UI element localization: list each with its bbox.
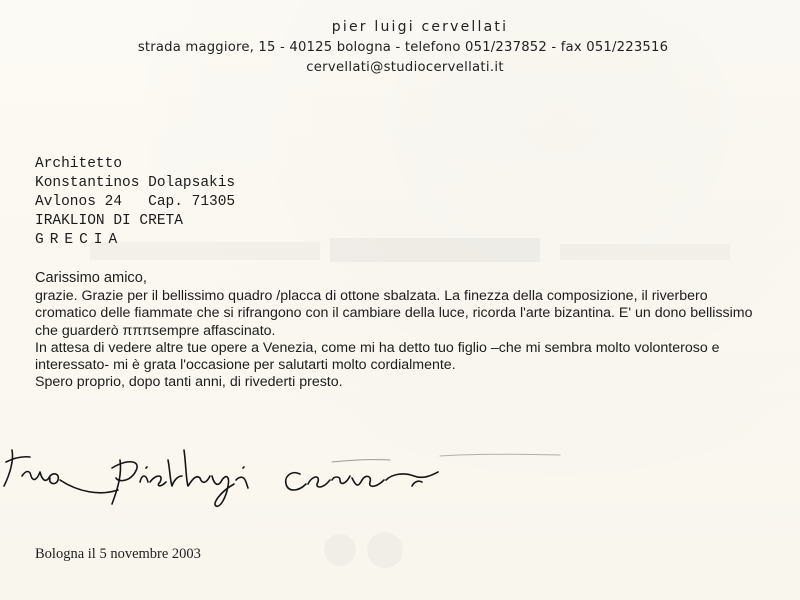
faint-emblem-show-through — [310, 520, 420, 580]
recipient-city: IRAKLION DI CRETA — [35, 213, 183, 229]
date-line: Bologna il 5 novembre 2003 — [35, 546, 201, 562]
body-paragraph-2: In attesa di vedere altre tue opere a Venezia, come mi ha detto tuo figlio –che mi sembra molto volonteroso e interessato- mi è grata l'occasione per salutarti molto cordialmente. — [35, 339, 720, 374]
recipient-title: Architetto — [35, 156, 123, 172]
body-paragraph-1: grazie. Grazie per il bellissimo quadro /placca di ottone sbalzata. La finezza della composizione, il riverbero cromatico delle fiammate che si rifrangono con il cambiare della luce, ricorda l'arte bizantina. E' un dono bellissimo che guarderò πππsempre affascinato. — [35, 288, 753, 339]
letterhead — [0, 16, 800, 78]
closing-line: Spero proprio, dopo tanti anni, di rivederti presto. — [35, 374, 343, 391]
letterhead-address: strada maggiore, 15 - 40125 bologna - telefono 051/237852 - fax 051/223516 — [137, 40, 669, 55]
letterhead-email: cervellati@studiocervellati.it — [306, 60, 504, 75]
recipient-country: GRECIA — [35, 232, 124, 248]
recipient-name: Konstantinos Dolapsakis — [35, 175, 236, 191]
recipient-street: Avlonos 24 Cap. 71305 — [35, 194, 236, 210]
handwritten-signature — [0, 440, 800, 525]
recipient-address-block — [35, 155, 235, 250]
letter-body — [35, 270, 760, 391]
letterhead-name: pier luigi cervellati — [331, 19, 509, 35]
salutation: Carissimo amico, — [35, 270, 147, 286]
